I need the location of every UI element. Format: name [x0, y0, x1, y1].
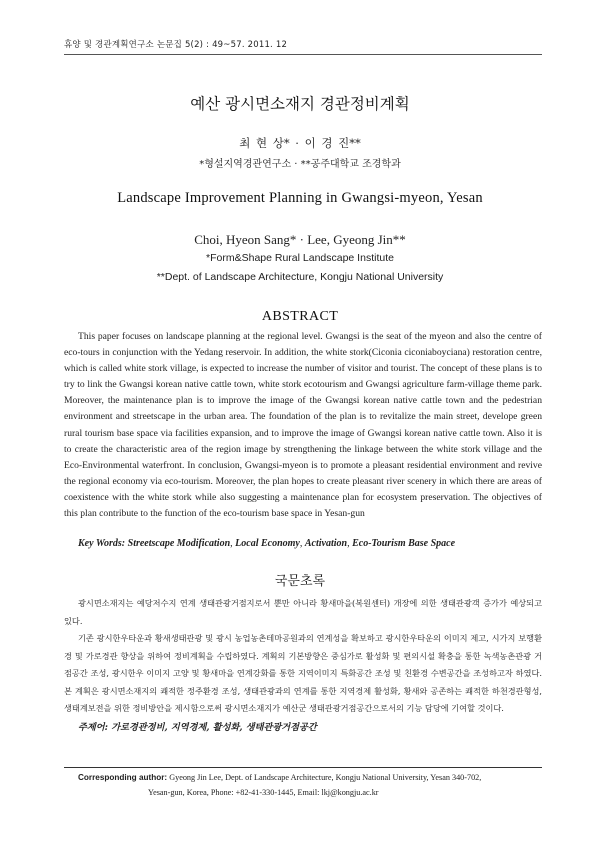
affiliation-2: **Dept. of Landscape Architecture, Kongju National University: [156, 271, 444, 283]
korean-abstract-body: [64, 595, 542, 718]
corresponding-line-2: Yesan-gun, Korea, Phone: +82-41-330-1445, Email: lkj@kongju.ac.kr: [148, 787, 379, 797]
keywords: Key Words: Streetscape Modification, Local Economy, Activation, Eco-Tourism Base Space: [78, 538, 456, 549]
english-title: Landscape Improvement Planning in Gwangsi-myeon, Yesan: [117, 190, 483, 206]
korean-abstract-paragraph-2: 기존 광시한우타운과 황새생태관광 및 광시 농업농촌테마공원과의 연계성을 확보하고 광시한우타운의 이미지 제고, 시가지 보행환경 및 가로경관 향상을 위하여 정비계획을 수립하였다. 계획의 기본방향은 중심가로 활성화 및 편의시설 확충을 통한 녹색농촌관광 거점공간 조성, 광시한우 이미지 고양 및 황새마을 연계강화를 통한 지역이미지 특화공간 조성 및 친환경 수변공간을 조성하고자 하였다. 본 계획은 광시면소재지의 쾌적한 정주환경 조성, 생태관광과의 연계를 통한 지역경제 활성화, 황새와 공존하는 쾌적한 하천경관형성, 생태계보전을 위한 정비방안을 제시함으로써 광시면소재지가 예산군 생태관광거점공간으로서의 기능 담당에 기여할 것이다.: [64, 633, 542, 713]
keyword-3: Activation: [304, 538, 348, 549]
affiliation-1: *Form&Shape Rural Landscape Institute: [206, 252, 394, 264]
journal-header: 휴양 및 경관계획연구소 논문집 5(2) : 49~57. 2011. 12: [64, 40, 288, 50]
korean-authors: 최 현 상* · 이 경 진**: [239, 136, 361, 150]
header-rule: [64, 54, 542, 55]
keyword-1: Streetscape Modification: [127, 538, 231, 549]
footnote-rule: [64, 767, 542, 768]
corresponding-author: [78, 771, 548, 800]
abstract-body: This paper focuses on landscape planning at the regional level. Gwangsi is the seat of the myeon and also the centre of eco-tours in conjunction with the Yedang reservoir. In addition, the white stork(Ciconia ciconiaboyciana) restoration centre, which is called white stork village, is expected to increase the number of visitor and tourist. The concept of these plans is to try to link the Gwangsi korean native cattle town, white stork ecotourism and Gwangsi agriculture farm-village theme park. Moreover, the maintenance plan is to improve the image of the Gwangsi korean native cattle town and the pedestrian environment and streetscape in the urban area. The foundation of the plan is to revitalize the main street, develope green rural tourism base space via facilities expansion, and to improve the image of Gwangsi korean native cattle town. Also it is to create the characteristic area of the region image by strengthening the linkage between the white stork village and the Eco-Environmental waterfront. In conclusion, Gwangsi-myeon is to promote a pleasant residential environment and revive the regional economy via eco-tourism. Moreover, the plan hopes to create pleasant river scenery in which there are areas of coexistence with the white stork while also suggesting a maintenance plan for ecosystem preservation. The objectives of this plan contribute to the function of the eco-tourism base space in Yesan-gun: [64, 331, 542, 520]
corresponding-label: Corresponding author:: [78, 773, 168, 782]
korean-abstract-paragraph-1: 광시면소재지는 예당저수지 연계 생태관광거점지로서 뿐만 아니라 황새마을(복원센터) 개장에 의한 생태관광객 증가가 예상되고 있다.: [64, 598, 542, 626]
korean-affiliations: *형설지역경관연구소 · **공주대학교 조경학과: [199, 159, 401, 170]
korean-title: 예산 광시면소재지 경관정비계획: [190, 95, 410, 113]
keyword-2: Local Economy: [235, 538, 300, 549]
korean-abstract-heading: 국문초록: [274, 574, 326, 589]
corresponding-line-1: Gyeong Jin Lee, Dept. of Landscape Architecture, Kongju National University, Yesan 340-702,: [169, 773, 482, 782]
keywords-label: Key Words:: [78, 538, 126, 549]
english-authors: Choi, Hyeon Sang* · Lee, Gyeong Jin**: [194, 232, 406, 247]
korean-keywords: [78, 719, 317, 733]
keyword-4: Eco-Tourism Base Space: [352, 538, 456, 549]
korean-keywords-label: 주제어:: [78, 722, 109, 733]
korean-keywords-items: 가로경관정비, 지역경제, 활성화, 생태관광거점공간: [111, 722, 317, 733]
abstract-heading: ABSTRACT: [261, 309, 339, 324]
